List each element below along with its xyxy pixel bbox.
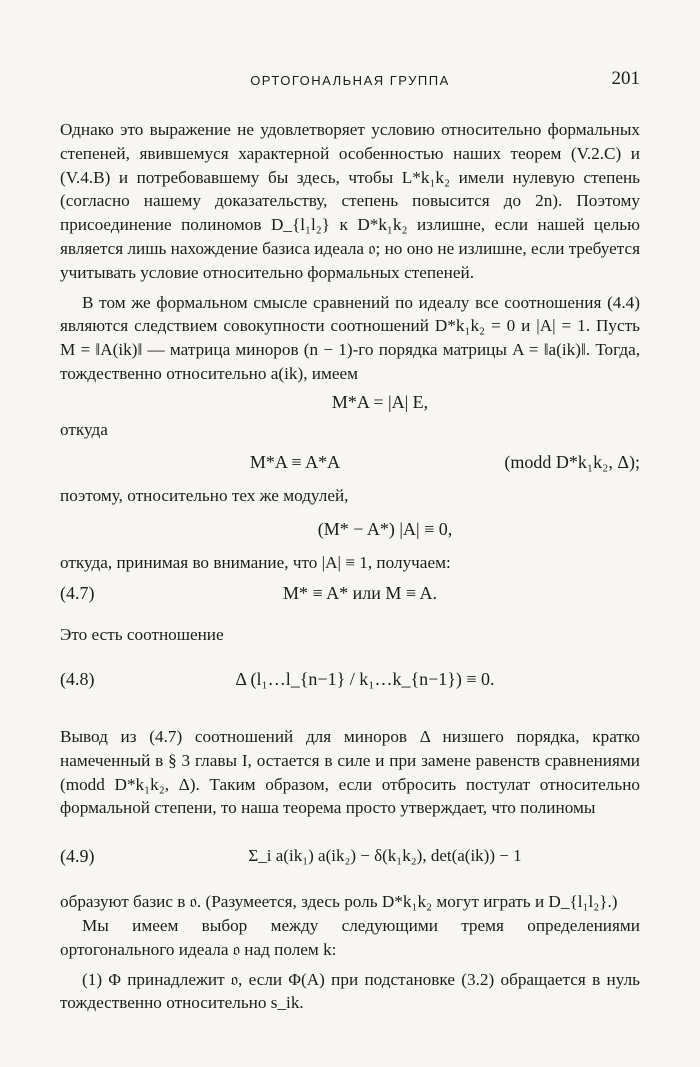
equation-4-7-label: (4.7) [60, 583, 95, 604]
paragraph-4: образуют базис в 𝔬. (Разумеется, здесь роль D*k₁k₂ могут играть и D_{l₁l₂}.) [60, 892, 618, 912]
paragraph-2: В том же формальном смысле сравнений по идеалу все соотношения (4.4) являются следствием совокупности соотношений D*k₁k₂ = 0 и |A| = 1. Пусть M = ‖A(ik)‖ — матрица миноров (n − 1)-го порядка матрицы A = ‖a(ik)‖. Тогда, тождественно относительно a(ik), имеем [60, 292, 640, 383]
paragraph-eto: Это есть соотношение [60, 625, 224, 645]
equation-4-8 [60, 657, 640, 701]
equation-4-7 [60, 577, 640, 609]
equation-4-9-label: (4.9) [60, 846, 95, 867]
paragraph-3: Вывод из (4.7) соотношений для миноров Δ низшего порядка, кратко намеченный в § 3 главы I, остается в силе и при замене равенств сравнениями (modd D*k₁k₂, Δ). Таким образом, если отбросить постулат относительно формальной степени, то наша теорема просто утверждает, что полиномы [60, 726, 640, 818]
equation-4-8-body: Δ (l₁…l_{n−1} / k₁…k_{n−1}) ≡ 0. [235, 668, 495, 689]
equation-4-8-label: (4.8) [60, 668, 95, 689]
paragraph-5: Мы имеем выбор между следующими тремя определениями ортогонального идеала 𝔬 над полем k: [60, 915, 640, 959]
paragraph-poetomu: поэтому, относительно тех же модулей, [60, 485, 349, 505]
equation-4-7-body: M* ≡ A* или M ≡ A. [282, 583, 438, 604]
chapter-title: ОРТОГОНАЛЬНАЯ ГРУППА [250, 73, 450, 88]
equation-2-modulus: (modd D*k₁k₂, Δ); [504, 451, 640, 472]
page-number: 201 [611, 68, 640, 89]
equation-3 [60, 513, 640, 545]
equation-3-body: (M* − A*) |A| ≡ 0, [317, 519, 453, 540]
paragraph-1: Однако это выражение не удовлетворяет условию относительно формальных степеней, явившемуся характерной особенностью наших теорем (V.2.C) и (V.4.B) и потребовавшему бы здесь, чтобы L*k₁k₂ имели нулевую степень (согласно нашему доказательству, степень повысится до 2n). Поэтому присоединение полиномов D_{l₁l₂} к D*k₁k₂ излишне, если нашей целью является лишь нахождение базиса идеала 𝔬; но оно не излишне, если требуется учитывать условие относительно формальных степеней. [60, 120, 640, 282]
equation-1 [60, 386, 640, 418]
equation-2-body: M*A ≡ A*A [249, 451, 341, 472]
equation-1-body: M*A = |A| E, [331, 391, 429, 412]
paragraph-otkuda-2: откуда, принимая во внимание, что |A| ≡ 1, получаем: [60, 553, 451, 573]
paragraph-6: (1) Φ принадлежит 𝔬, если Φ(A) при подстановке (3.2) обращается в нуль тождественно относительно s_ik. [60, 969, 640, 1013]
word-otkuda-1: откуда [60, 419, 108, 439]
equation-2 [60, 446, 640, 478]
running-header [60, 68, 640, 92]
equation-4-9 [60, 836, 640, 876]
equation-4-9-body: Σ_i a(ik₁) a(ik₂) − δ(k₁k₂), det(a(ik)) − 1 [248, 846, 522, 866]
page-body [60, 118, 640, 1015]
